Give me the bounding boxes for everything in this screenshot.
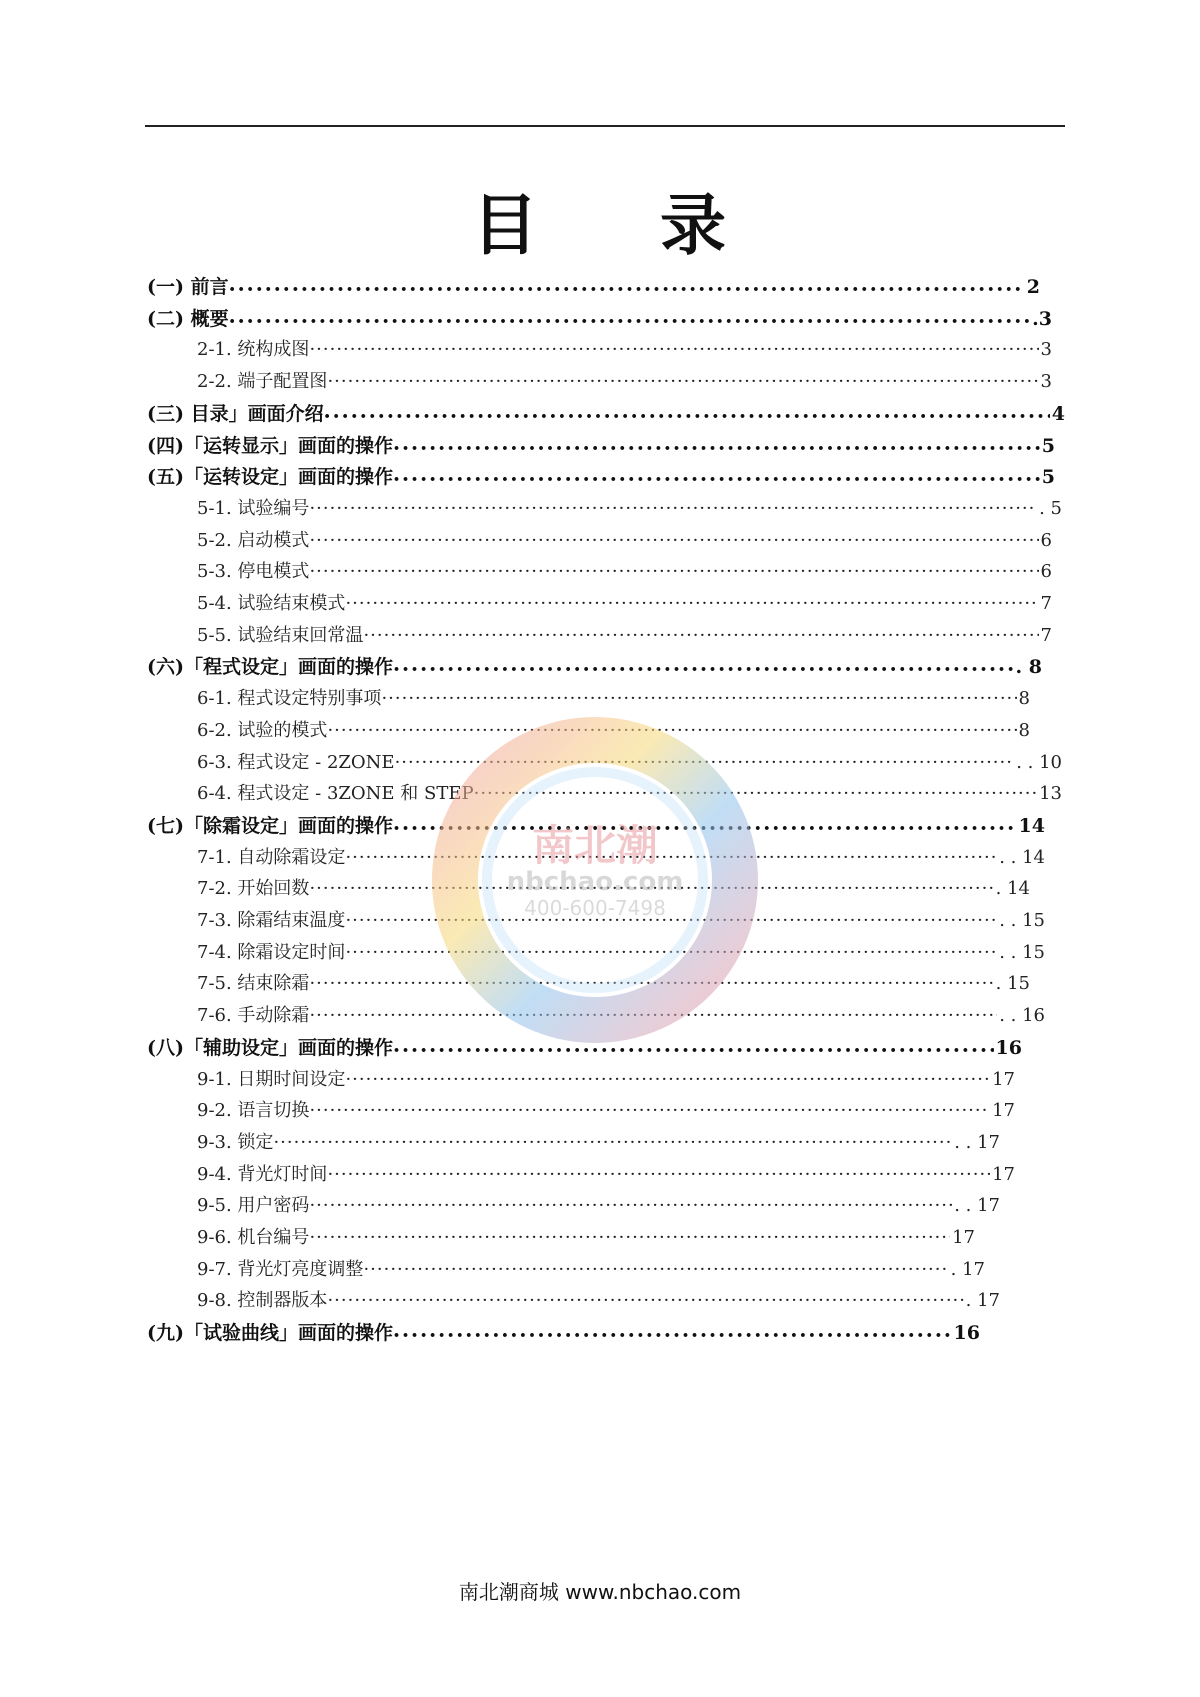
toc-leader-dots — [345, 1069, 990, 1090]
toc-leader-dots — [324, 403, 1050, 425]
toc-entry-label: 7-6. 手动除霜 — [197, 1005, 310, 1027]
toc-leader-dots — [393, 435, 1040, 457]
toc-leader-dots — [393, 1037, 994, 1059]
toc-leader-dots — [309, 1005, 997, 1026]
toc-entry-page: 3 — [1040, 371, 1052, 393]
toc-entry[interactable] — [197, 1128, 1000, 1158]
toc-entry-label: 5-3. 停电模式 — [197, 561, 310, 583]
toc-leader-dots — [327, 1164, 990, 1185]
toc-leader-dots — [273, 1132, 952, 1153]
toc-entry-label: (五)「运转设定」画面的操作 — [147, 466, 393, 489]
toc-entry-page: . 17 — [965, 1290, 1000, 1312]
toc-entry-page: 8 — [1018, 719, 1030, 741]
toc-entry-page: . . 17 — [954, 1195, 1000, 1217]
toc-entry-page: 7 — [1040, 593, 1052, 614]
toc-entry-label: (四)「运转显示」画面的操作 — [147, 434, 393, 457]
toc-leader-dots — [363, 1259, 948, 1280]
toc-entry-label: 6-1. 程式设定特别事项 — [197, 688, 382, 710]
page-title — [0, 172, 1200, 267]
toc-entry[interactable] — [197, 1160, 1015, 1190]
toc-entry-label: (一) 前言 — [147, 276, 229, 298]
toc-entry-page: 3 — [1040, 339, 1052, 361]
toc-entry-page: 6 — [1040, 529, 1052, 551]
toc-entry[interactable] — [197, 684, 1030, 714]
watermark-phone: 400-600-7498 — [524, 896, 666, 920]
toc-leader-dots — [309, 561, 1038, 582]
toc-entry[interactable] — [197, 969, 1030, 999]
toc-entry-page: 17 — [992, 1068, 1015, 1090]
toc-leader-dots — [345, 910, 997, 931]
toc-entry-label: (三) 目录」画面介绍 — [147, 402, 324, 425]
toc-leader-dots — [309, 339, 1038, 360]
toc-entry-page: . 17 — [950, 1258, 985, 1280]
toc-leader-dots — [309, 1195, 952, 1216]
toc-entry[interactable] — [197, 843, 1045, 873]
toc-entry-page: . . 14 — [999, 846, 1045, 868]
toc-entry-page: . . 16 — [999, 1005, 1045, 1027]
toc-entry-label: 9-8. 控制器版本 — [197, 1290, 328, 1312]
toc-entry-label: (二) 概要 — [147, 307, 229, 330]
toc-entry-page: . 14 — [995, 878, 1030, 900]
toc-leader-dots — [309, 973, 993, 994]
toc-leader-dots — [309, 530, 1038, 551]
toc-entry-label: 7-1. 自动除霜设定 — [197, 846, 346, 868]
toc-entry[interactable] — [197, 1096, 1015, 1126]
toc-entry-page: . 8 — [1015, 656, 1042, 679]
toc-entry-label: 9-4. 背光灯时间 — [197, 1163, 328, 1185]
watermark-brand: 南北潮 — [531, 821, 659, 870]
toc-entry-page: . . 17 — [954, 1131, 1000, 1153]
toc-entry-label: (七)「除霜设定」画面的操作 — [147, 814, 393, 837]
toc-leader-dots — [309, 878, 993, 899]
toc-entry-label: 9-3. 锁定 — [197, 1131, 274, 1153]
toc-entry[interactable] — [197, 906, 1045, 936]
toc-entry-page: 7 — [1040, 624, 1052, 646]
toc-entry-page: 16 — [995, 1036, 1022, 1059]
toc-leader-dots — [327, 720, 1016, 741]
toc-entry-page: 5 — [1041, 434, 1055, 457]
toc-leader-dots — [363, 625, 1038, 646]
toc-leader-dots — [395, 752, 1015, 773]
toc-leader-dots — [393, 1322, 952, 1344]
toc-entry-label: 9-7. 背光灯亮度调整 — [197, 1258, 364, 1280]
watermark-site: nbchao.com — [506, 867, 684, 897]
toc-entry[interactable] — [197, 1255, 985, 1285]
toc-entry-page: . . 15 — [999, 910, 1045, 931]
toc-entry-page: 17 — [952, 1227, 975, 1248]
toc-entry-label: 9-2. 语言切换 — [197, 1100, 310, 1122]
toc-entry-page: . . 10 — [1016, 751, 1062, 773]
toc-leader-dots — [393, 466, 1040, 488]
toc-entry-page: 13 — [1039, 783, 1062, 805]
toc-entry-label: 7-3. 除霜结束温度 — [197, 910, 346, 931]
toc-entry-page: 16 — [953, 1322, 980, 1345]
toc-entry[interactable] — [197, 494, 1062, 524]
toc-entry[interactable] — [197, 1286, 1000, 1316]
toc-entry-label: (六)「程式设定」画面的操作 — [147, 656, 393, 679]
toc-entry[interactable] — [147, 431, 1055, 461]
toc-entry-page: 2 — [1026, 276, 1040, 298]
toc-entry[interactable] — [147, 811, 1045, 841]
toc-entry[interactable] — [197, 557, 1052, 587]
toc-entry[interactable] — [197, 1065, 1015, 1095]
toc-entry-label: 9-5. 用户密码 — [197, 1195, 310, 1217]
header-rule — [145, 125, 1065, 127]
toc-entry[interactable] — [197, 589, 1052, 619]
toc-entry-page: .3 — [1032, 307, 1052, 330]
toc-entry-page: 17 — [992, 1100, 1015, 1122]
toc-entry-page: 14 — [1018, 814, 1045, 837]
toc-leader-dots — [345, 847, 997, 868]
toc-leader-dots — [327, 371, 1038, 392]
toc-entry[interactable] — [147, 272, 1040, 302]
toc-entry[interactable] — [197, 621, 1052, 651]
toc-leader-dots — [309, 498, 1037, 519]
toc-entry-page: 6 — [1040, 561, 1052, 583]
toc-entry-label: (九)「试验曲线」画面的操作 — [147, 1322, 393, 1345]
toc-entry-label: 7-5. 结束除霜 — [197, 973, 310, 995]
toc-leader-dots — [474, 783, 1038, 804]
toc-entry[interactable] — [147, 652, 1042, 682]
toc-entry[interactable] — [197, 367, 1052, 397]
title-char-2: 录 — [660, 187, 728, 264]
toc-entry-label: 2-2. 端子配置图 — [197, 371, 328, 393]
toc-entry-label: 9-6. 机台编号 — [197, 1227, 310, 1248]
toc-entry-page: . . 15 — [999, 941, 1045, 963]
toc-entry-label: 5-4. 试验结束模式 — [197, 593, 346, 614]
toc-entry-page: 17 — [992, 1163, 1015, 1185]
toc-entry-label: 5-5. 试验结束回常温 — [197, 624, 364, 646]
toc-entry[interactable] — [197, 1001, 1045, 1031]
toc-leader-dots — [393, 656, 1014, 678]
toc-leader-dots — [309, 1227, 950, 1248]
toc-entry-page: 5 — [1041, 466, 1055, 489]
toc-entry[interactable] — [197, 748, 1062, 778]
toc-entry[interactable] — [197, 938, 1045, 968]
toc-leader-dots — [309, 1100, 990, 1121]
toc-entry-label: 6-2. 试验的模式 — [197, 719, 328, 741]
toc-entry[interactable] — [197, 1223, 975, 1253]
toc-entry[interactable] — [147, 399, 1065, 429]
toc-leader-dots — [345, 593, 1038, 614]
toc-entry[interactable] — [197, 874, 1030, 904]
toc-leader-dots — [229, 276, 1025, 298]
toc-entry[interactable] — [197, 779, 1062, 809]
toc-entry-label: 6-4. 程式设定 - 3ZONE 和 STEP — [197, 783, 474, 805]
title-char-1: 目 — [472, 187, 540, 264]
toc-leader-dots — [229, 308, 1031, 330]
toc-entry-page: 4 — [1051, 402, 1065, 425]
toc-entry-page: 8 — [1018, 688, 1030, 710]
toc-leader-dots — [393, 815, 1017, 837]
toc-entry-label: 7-4. 除霜设定时间 — [197, 941, 346, 963]
toc-entry-page: . 5 — [1039, 497, 1062, 519]
toc-leader-dots — [381, 688, 1016, 709]
toc-entry-label: 2-1. 统构成图 — [197, 339, 310, 361]
toc-entry[interactable] — [147, 304, 1052, 334]
toc-leader-dots — [327, 1290, 963, 1311]
toc-entry-page: . 15 — [995, 973, 1030, 995]
toc-leader-dots — [345, 942, 997, 963]
toc-entry[interactable] — [197, 716, 1030, 746]
toc-entry[interactable] — [147, 1033, 1022, 1063]
page-footer: 南北潮商城 www.nbchao.com — [458, 1580, 742, 1604]
toc-entry[interactable] — [147, 1318, 980, 1348]
toc-entry-label: 7-2. 开始回数 — [197, 878, 310, 900]
toc-entry[interactable] — [197, 526, 1052, 556]
toc-entry[interactable] — [197, 1191, 1000, 1221]
toc-entry-label: 5-1. 试验编号 — [197, 497, 310, 519]
toc-entry[interactable] — [147, 462, 1055, 492]
toc-entry-label: 9-1. 日期时间设定 — [197, 1068, 346, 1090]
toc-entry[interactable] — [197, 335, 1052, 365]
toc-entry-label: 5-2. 启动模式 — [197, 529, 310, 551]
toc-entry-label: 6-3. 程式设定 - 2ZONE — [197, 751, 395, 773]
toc-entry-label: (八)「辅助设定」画面的操作 — [147, 1036, 393, 1059]
